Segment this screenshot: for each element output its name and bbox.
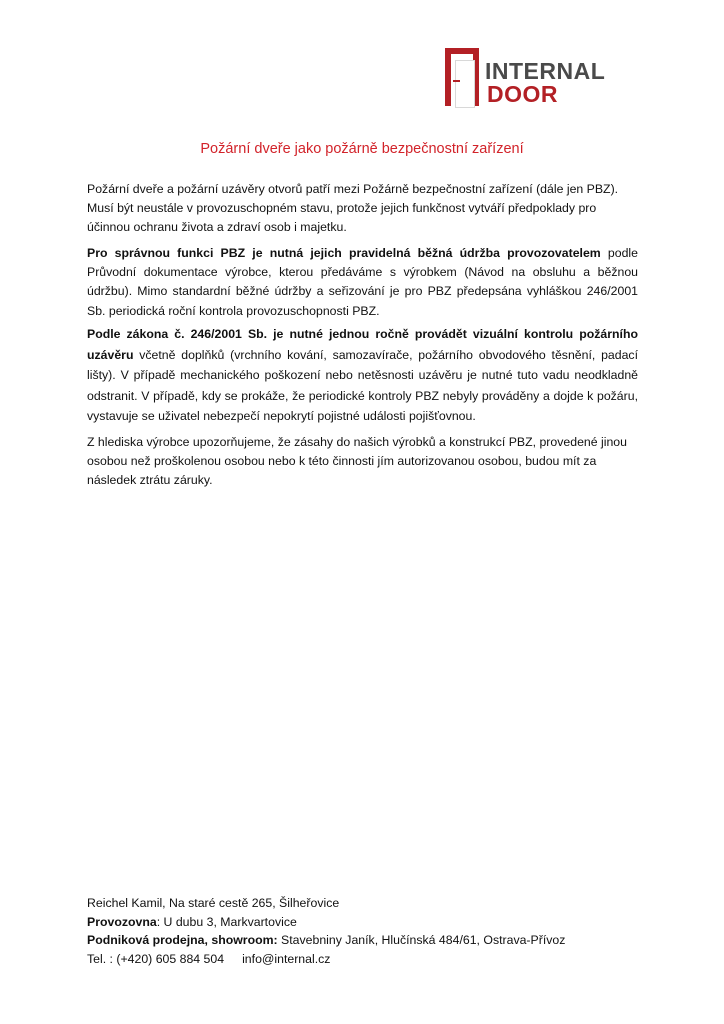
paragraph-maintenance [87,244,638,321]
footer-email[interactable]: info@internal.cz [242,951,331,966]
footer-provozovna [87,913,565,932]
paragraph-intro [87,180,638,238]
paragraph-law [87,324,638,427]
paragraph-warranty [87,433,638,491]
footer [87,894,565,968]
footer-prodejna-label: Podniková prodejna, showroom: [87,933,278,948]
door-handle-icon [453,80,460,82]
paragraph-law-text: včetně doplňků (vrchního kování, samozavírače, požárního obvodového těsnění, padací lišty). V případě mechanického poškození nebo netěsnosti uzávěru je nutné tuto vadu neodkladně odstranit. V případě, kdy se prokáže, že periodické kontroly PBZ nebyly prováděny a dojde k požáru, vystavuje se uživatel nebezpečí nepokrytí pojistné události pojišťovnou. [87,347,638,424]
paragraph-intro-text: Požární dveře a požární uzávěry otvorů patří mezi Požárně bezpečnostní zařízení (dále jen PBZ). Musí být neustále v provozuschopném stavu, protože jejich funkčnost vytváří předpoklady pro účinnou ochranu života a zdraví osob i majetku. [87,182,619,235]
logo-text-door: DOOR [487,81,558,107]
footer-prodejna-value: Stavebniny Janík, Hlučínská 484/61, Ostrava-Přívoz [277,933,566,948]
footer-provozovna-label: Provozovna [87,914,157,929]
footer-prodejna [87,931,565,950]
logo-text-internal: INTERNAL [485,58,606,84]
paragraph-law-bold: Podle zákona č. 246/2001 Sb. je nutné jednou ročně provádět vizuální kontrolu požárního uzávěru [87,327,638,362]
company-logo [445,48,635,110]
footer-address: Reichel Kamil, Na staré cestě 265, Šilheřovice [87,896,340,910]
footer-provozovna-value: : U dubu 3, Markvartovice [156,914,297,929]
paragraph-maintenance-bold: Pro správnou funkci PBZ je nutná jejich pravidelná běžná údržba provozovatelem [87,246,601,260]
footer-phone: Tel. : (+420) 605 884 504 [87,951,225,966]
door-icon [455,60,475,108]
footer-contact [87,950,565,969]
document-title: Požární dveře jako požárně bezpečnostní zařízení [200,141,524,157]
paragraph-warranty-text: Z hlediska výrobce upozorňujeme, že zásahy do našich výrobků a konstrukcí PBZ, provedené jinou osobou než proškolenou osobou nebo k této činnosti jím autorizovanou osobou, budou mít za následek ztrátu záruky. [87,435,627,488]
door-frame-icon [445,48,479,106]
paragraph-maintenance-text: podle Průvodní dokumentace výrobce, kterou předáváme s výrobkem (Návod na obsluhu a běžnou údržbu). Mimo standardní běžné údržby a seřizování je pro PBZ předepsána vyhláškou 246/2001 Sb. periodická roční kontrola provozuschopnosti PBZ. [87,246,639,318]
